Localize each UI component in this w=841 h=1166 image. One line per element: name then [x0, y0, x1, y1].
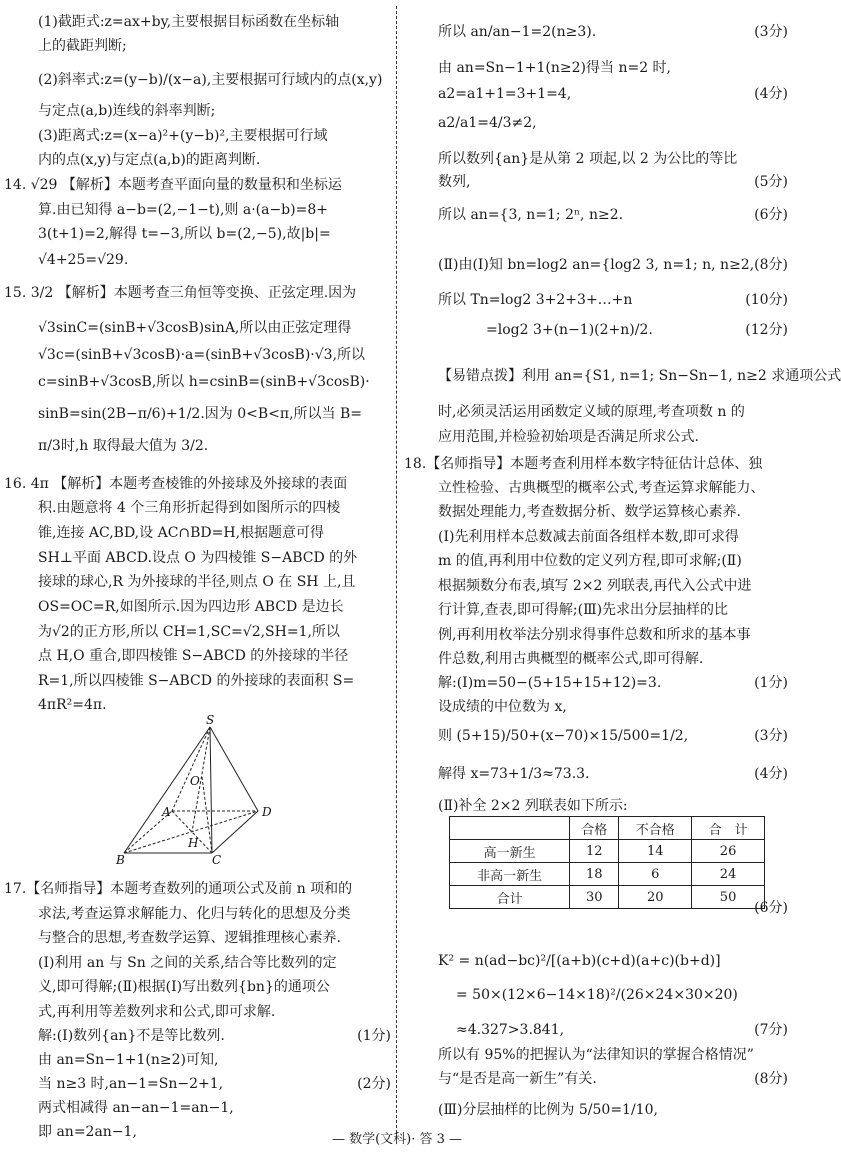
right-line	[438, 366, 841, 386]
right-line	[438, 796, 788, 816]
table-header-cell: 合 计	[692, 817, 765, 840]
left-line	[38, 345, 391, 365]
score-mark: (7分)	[754, 1022, 788, 1038]
left-line-text: 两式相减得 an−an−1=an−1,	[38, 1100, 234, 1116]
label-h: H	[188, 836, 199, 850]
right-line-text: a2=a1+1=3+1=4,	[438, 86, 572, 102]
label-b: B	[116, 853, 125, 867]
left-line	[38, 36, 391, 56]
left-line-text: 16. 4π 【解析】本题考查棱锥的外接球及外接球的表面	[4, 476, 348, 492]
label-d: D	[262, 805, 272, 819]
left-line	[4, 283, 391, 303]
left-line	[38, 1074, 391, 1094]
right-line-text: (Ⅰ)先利用样本总数减去前面各组样本数,即可求得	[438, 529, 739, 545]
right-line-text: 【易错点拨】利用 an={S1, n=1; Sn−Sn−1, n≥2 求通项公式	[438, 368, 841, 384]
right-line-text: 解得 x=73+1/3≈73.3.	[438, 766, 590, 782]
left-line	[38, 953, 391, 973]
left-line	[38, 1098, 391, 1118]
right-line-text: 18.【名师指导】本题考查利用样本数字特征估计总体、独	[404, 456, 763, 472]
right-line-text: 立性检验、古典概型的概率公式,考查运算求解能力、	[438, 480, 765, 496]
right-line	[438, 726, 788, 746]
right-line-text: 应用范围,并检验初始项是否满足所求公式.	[438, 429, 699, 445]
edge-sa	[172, 727, 210, 811]
right-line-text: K² = n(ad−bc)²/[(a+b)(c+d)(a+c)(b+d)]	[438, 953, 721, 969]
right-line-text: 所以 Tn=log2 3+2+3+…+n	[438, 292, 633, 308]
left-line	[4, 474, 391, 494]
right-line	[438, 255, 788, 275]
table-cell: 30	[570, 886, 619, 909]
right-column	[397, 0, 841, 1126]
right-line-text: 例,再利用枚举法分别求得事件总数和所求的基本事	[438, 627, 751, 643]
left-line	[4, 879, 391, 899]
left-line	[38, 150, 391, 170]
left-line-text: 点 H,O 重合,即四棱锥 S−ABCD 的外接球的半径	[38, 648, 349, 664]
left-line	[38, 224, 391, 244]
left-line	[38, 671, 391, 691]
edge-sb	[124, 727, 210, 853]
right-line-text: = 50×(12×6−14×18)²/(26×24×30×20)	[456, 987, 738, 1003]
right-line	[438, 205, 788, 225]
left-line-text: sinB=sin(2B−π/6)+1/2.因为 0<B<π,所以当 B=	[38, 406, 362, 422]
left-line	[38, 250, 391, 270]
left-line-text: 上的截距判断;	[38, 38, 127, 54]
score-mark: (5分)	[754, 174, 788, 190]
left-line-text: π/3时,h 取得最大值为 3/2.	[38, 438, 209, 454]
right-line-text: 件总数,利用古典概型的概率公式,即可得解.	[438, 651, 704, 667]
left-line	[38, 436, 391, 456]
right-line	[438, 625, 788, 645]
right-line-text: 与“是否是高一新生”有关.	[438, 1071, 597, 1087]
right-line-text: 所以 an/an−1=2(n≥3).	[438, 24, 597, 40]
left-line-text: SH⊥平面 ABCD.设点 O 为四棱锥 S−ABCD 的外	[38, 550, 358, 566]
left-line-text: 求法,考查运算求解能力、化归与转化的思想及分类	[38, 906, 351, 922]
left-line-text: 内的点(x,y)与定点(a,b)的距离判断.	[38, 152, 261, 168]
right-line-text: m 的值,再利用中位数的定义列方程,即可求解;(Ⅱ)	[438, 553, 742, 569]
right-line-text: ≈4.327>3.841,	[456, 1022, 565, 1038]
score-mark: (10分)	[745, 292, 788, 308]
left-line	[38, 1002, 391, 1022]
right-line	[456, 985, 788, 1005]
table-header-row	[450, 817, 765, 840]
left-line-text: 与定点(a,b)连线的斜率判断;	[38, 103, 216, 119]
right-line	[438, 1045, 788, 1065]
table-row	[450, 863, 765, 886]
left-line-text: 算.由已知得 a−b=(2,−1−t),则 a·(a−b)=8+	[38, 202, 328, 218]
left-line	[4, 175, 391, 195]
right-line	[438, 402, 788, 422]
left-line-text: 接球的球心,R 为外接球的半径,则点 O 在 SH 上,且	[38, 574, 356, 590]
left-line	[38, 101, 391, 121]
left-line-text: 义,即可得解;(Ⅱ)根据(Ⅰ)写出数列{bn}的通项公	[38, 979, 330, 995]
score-mark: (6分)	[754, 207, 788, 223]
score-mark: (3分)	[754, 24, 788, 40]
right-line-text: (Ⅱ)由(Ⅰ)知 bn=log2 an={log2 3, n=1; n, n≥2,	[438, 257, 755, 273]
left-line	[38, 498, 391, 518]
table-cell: 26	[692, 840, 765, 863]
left-line	[38, 928, 391, 948]
right-line-text: 设成绩的中位数为 x,	[438, 699, 567, 715]
table-cell: 18	[570, 863, 619, 886]
table-row	[450, 886, 765, 909]
right-line	[404, 454, 788, 474]
right-line	[438, 113, 788, 133]
right-line	[438, 58, 788, 78]
left-line	[38, 70, 391, 90]
left-line	[38, 572, 391, 592]
right-line-text: (Ⅱ)补全 2×2 列联表如下所示:	[438, 798, 628, 814]
right-line	[438, 764, 788, 784]
table-cell: 20	[619, 886, 692, 909]
left-line-text: 4πR²=4π.	[38, 697, 107, 713]
right-line	[438, 172, 788, 192]
right-line-text: (Ⅲ)分层抽样的比例为 5/50=1/10,	[438, 1102, 658, 1118]
edge-sc	[210, 727, 212, 853]
right-line	[438, 1069, 788, 1089]
edge-sd	[210, 727, 258, 811]
score-mark: (1分)	[357, 1028, 391, 1044]
left-line-text: 当 n≥3 时,an−1=Sn−2+1,	[38, 1076, 224, 1092]
right-line-text: 数据处理能力,考查数据分析、数学运算核心素养.	[438, 504, 741, 520]
left-line	[38, 548, 391, 568]
right-line	[456, 1020, 788, 1040]
left-line-text: √4+25=√29.	[38, 252, 129, 268]
right-line	[438, 149, 788, 169]
table-cell: 14	[619, 840, 692, 863]
left-line	[38, 904, 391, 924]
table-cell: 非高一新生	[450, 863, 570, 886]
table-cell: 50	[692, 886, 765, 909]
right-line	[438, 649, 788, 669]
left-line-text: 积.由题意将 4 个三角形折起得到如图所示的四棱	[38, 500, 341, 516]
left-line-text: 15. 3/2 【解析】本题考查三角恒等变换、正弦定理.因为	[4, 285, 357, 301]
left-line-text: 由 an=Sn−1+1(n≥2)可知,	[38, 1052, 219, 1068]
right-line	[438, 697, 788, 717]
right-line	[438, 951, 788, 971]
score-mark: (2分)	[357, 1076, 391, 1092]
label-s: S	[206, 713, 215, 727]
right-line	[438, 1100, 788, 1120]
right-line-text: 解:(Ⅰ)m=50−(5+15+15+12)=3.	[438, 675, 662, 691]
left-line-text: 式,再利用等差数列求和公式,即可求解.	[38, 1004, 276, 1020]
right-line-text: 根据频数分布表,填写 2×2 列联表,再代入公式中进	[438, 578, 752, 594]
table-cell: 12	[570, 840, 619, 863]
right-line-text: 行计算,查表,即可得解;(Ⅲ)先求出分层抽样的比	[438, 602, 729, 618]
left-line	[38, 372, 391, 392]
label-o: O	[190, 774, 200, 788]
table-cell: 6	[619, 863, 692, 886]
right-line	[438, 478, 788, 498]
right-line	[438, 84, 788, 104]
left-line-text: 即 an=2an−1,	[38, 1124, 137, 1140]
left-line-text: 与整合的思想,考查数学运算、逻辑推理核心素养.	[38, 930, 341, 946]
right-line-text: 数列,	[438, 174, 471, 190]
left-line-text: 锥,连接 AC,BD,设 AC∩BD=H,根据题意可得	[38, 525, 325, 541]
score-mark: (1分)	[754, 675, 788, 691]
right-line	[438, 22, 788, 42]
left-line	[38, 977, 391, 997]
left-line-text: (2)斜率式:z=(y−b)/(x−a),主要根据可行域内的点(x,y)	[38, 72, 383, 88]
left-line	[38, 318, 391, 338]
edge-cd	[212, 811, 258, 853]
right-line-text: =log2 3+(n−1)(2+n)/2.	[486, 322, 653, 338]
pyramid-figure	[112, 715, 282, 865]
left-line-text: 解:(Ⅰ)数列{an}不是等比数列.	[38, 1028, 225, 1044]
score-mark: (3分)	[754, 728, 788, 744]
label-c: C	[212, 853, 222, 867]
contingency-table	[449, 816, 765, 909]
right-line	[438, 576, 788, 596]
table-cell: 高一新生	[450, 840, 570, 863]
left-line	[38, 597, 391, 617]
right-line-text: 所以数列{an}是从第 2 项起,以 2 为公比的等比	[438, 151, 738, 167]
right-line-text: 所以有 95%的把握认为“法律知识的掌握合格情况”	[438, 1047, 754, 1063]
left-line-text: 为√2的正方形,所以 CH=1,SC=√2,SH=1,所以	[38, 624, 340, 640]
left-line	[38, 646, 391, 666]
right-line-text: 则 (5+15)/50+(x−70)×15/500=1/2,	[438, 728, 689, 744]
label-a: A	[162, 805, 171, 819]
table-row	[450, 840, 765, 863]
left-line-text: 3(t+1)=2,解得 t=−3,所以 b=(2,−5),故|b|=	[38, 226, 331, 242]
left-line	[38, 1026, 391, 1046]
right-line	[438, 600, 788, 620]
table-header-cell: 不合格	[619, 817, 692, 840]
left-line-text: √3sinC=(sinB+√3cosB)sinA,所以由正弦定理得	[38, 320, 352, 336]
left-column	[0, 0, 397, 1140]
right-line	[486, 320, 788, 340]
left-line	[38, 1050, 391, 1070]
score-mark: (8分)	[754, 1071, 788, 1087]
right-line-text: 由 an=Sn−1+1(n≥2)得当 n=2 时,	[438, 60, 672, 76]
left-line	[38, 200, 391, 220]
right-line	[438, 290, 788, 310]
score-mark: (12分)	[745, 322, 788, 338]
page-footer: — 数学(文科)· 答 3 —	[331, 1132, 463, 1147]
left-line	[38, 12, 391, 32]
left-line-text: OS=OC=R,如图所示.因为四边形 ABCD 是边长	[38, 599, 344, 615]
right-line	[438, 673, 788, 693]
left-line-text: 14. √29 【解析】本题考查平面向量的数量积和坐标运	[4, 177, 342, 193]
left-line-text: (Ⅰ)利用 an 与 Sn 之间的关系,结合等比数列的定	[38, 955, 337, 971]
left-line-text: 17.【名师指导】本题考查数列的通项公式及前 n 项和的	[4, 881, 353, 897]
right-line	[438, 427, 788, 447]
left-line-text: (3)距离式:z=(x−a)²+(y−b)²,主要根据可行域	[38, 128, 328, 144]
left-line-text: c=sinB+√3cosB,所以 h=csinB=(sinB+√3cosB)·	[38, 374, 370, 390]
left-line	[38, 622, 391, 642]
table-cell: 合计	[450, 886, 570, 909]
left-line	[38, 523, 391, 543]
right-line-text: 时,必须灵活运用函数定义域的原理,考查项数 n 的	[438, 404, 745, 420]
score-mark: (6分)	[754, 900, 788, 916]
score-mark: (4分)	[754, 86, 788, 102]
right-line	[438, 551, 788, 571]
right-line	[438, 527, 788, 547]
left-line-text: R=1,所以四棱锥 S−ABCD 的外接球的表面积 S=	[38, 673, 355, 689]
left-line	[38, 404, 391, 424]
right-line	[438, 502, 788, 522]
score-mark: (4分)	[754, 766, 788, 782]
table-header-cell: 合格	[570, 817, 619, 840]
left-line-text: √3c=(sinB+√3cosB)·a=(sinB+√3cosB)·√3,所以	[38, 347, 366, 363]
left-line	[38, 126, 391, 146]
left-line-text: (1)截距式:z=ax+by,主要根据目标函数在坐标轴	[38, 14, 340, 30]
table-cell: 24	[692, 863, 765, 886]
left-line	[38, 695, 391, 715]
right-line-text: 所以 an={3, n=1; 2ⁿ, n≥2.	[438, 207, 624, 223]
right-line-text: a2/a1=4/3≠2,	[438, 115, 537, 131]
table-header-cell	[450, 817, 570, 840]
score-mark: (8分)	[754, 257, 788, 273]
